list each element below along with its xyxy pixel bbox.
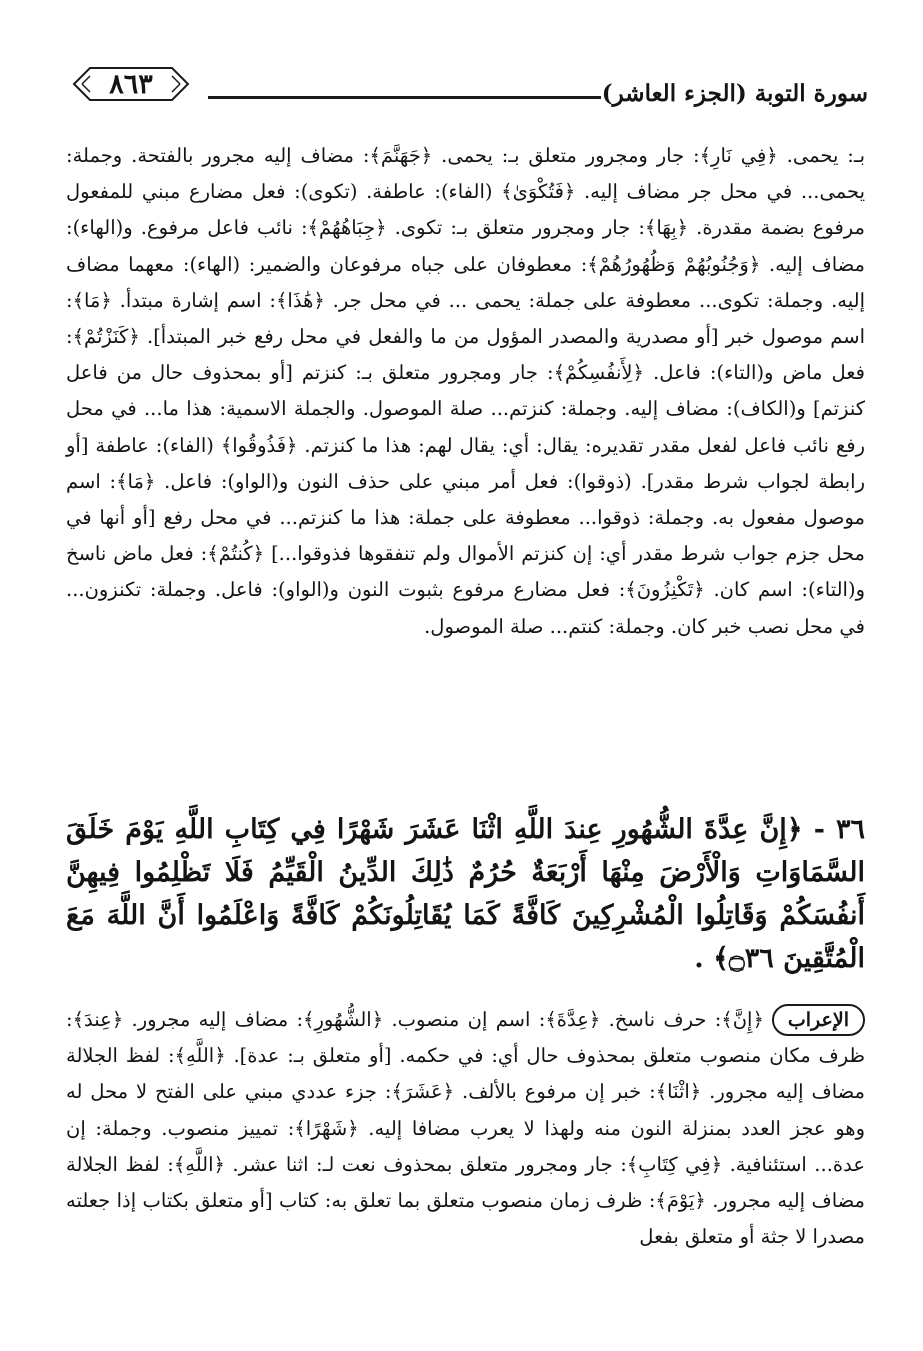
page-header — [60, 62, 868, 116]
irab-paragraph-continued: بـ: يحمى. ﴿فِي نَارِ﴾: جار ومجرور متعلق بـ: يحمى. ﴿جَهَنَّمَ﴾: مضاف إليه مجرور بالفتحة. وجملة: يحمى... في محل جر مضاف إليه. ﴿فَتُكْوَىٰ﴾ (الفاء): عاطفة. (تكوى): فعل مضارع مبني للمفعول مرفوع بضمة مقدرة. ﴿بِهَا﴾: جار ومجرور متعلق بـ: تكوى. ﴿جِبَاهُهُمْ﴾: نائب فاعل مرفوع. و(الهاء): مضاف إليه. ﴿وَجُنُوبُهُمْ وَظُهُورُهُمْ﴾: معطوفان على جباه مرفوعان والضمير: (الهاء): معهما مضاف إليه. وجملة: تكوى... معطوفة على جملة: يحمى ... في محل جر. ﴿هَٰذَا﴾: اسم إشارة مبتدأ. ﴿مَا﴾: اسم موصول خبر [أو مصدرية والمصدر المؤول من ما والفعل في محل رفع خبر المبتدأ]. ﴿كَنَزْتُمْ﴾: فعل ماض و(التاء): فاعل. ﴿لِأَنفُسِكُمْ﴾: جار ومجرور متعلق بـ: كنزتم [أو بمحذوف حال من فاعل كنزتم] و(الكاف): مضاف إليه. وجملة: كنزتم... صلة الموصول. والجملة الاسمية: هذا ما... في محل رفع نائب فاعل لفعل مقدر تقديره: يقال: أي: يقال لهم: هذا ما كنزتم. ﴿فَذُوقُوا﴾ (الفاء): عاطفة [أو رابطة لجواب شرط مقدر]. (ذوقوا): فعل أمر مبني على حذف النون و(الواو): فاعل. ﴿مَا﴾: اسم موصول مفعول به. وجملة: ذوقوا... معطوفة على جملة: هذا ما كنزتم... في محل رفع [أو أنها في محل جزم جواب شرط مقدر أي: إن كنزتم الأموال ولم تنفقوها فذوقوا...] ﴿كُنتُمْ﴾: فعل ماض ناسخ و(التاء): اسم كان. ﴿تَكْنِزُونَ﴾: فعل مضارع مرفوع بثبوت النون و(الواو): فاعل. وجملة: تكنزون... في محل نصب خبر كان. وجملة: كنتم... صلة الموصول. — [66, 144, 865, 638]
verse-text: ﴿إِنَّ عِدَّةَ الشُّهُورِ عِندَ اللَّهِ اثْنَا عَشَرَ شَهْرًا فِي كِتَابِ اللَّهِ يَوْمَ خَلَقَ السَّمَاوَاتِ وَالْأَرْضَ مِنْهَا أَرْبَعَةٌ حُرُمٌ ذَٰلِكَ الدِّينُ الْقَيِّمُ فَلَا تَظْلِمُوا فِيهِنَّ أَنفُسَكُمْ وَقَاتِلُوا الْمُشْرِكِينَ كَافَّةً كَمَا يُقَاتِلُونَكُمْ كَافَّةً وَاعْلَمُوا أَنَّ اللَّهَ مَعَ الْمُتَّقِينَ ۝٣٦﴾ . — [66, 814, 865, 974]
irab-section — [66, 1002, 865, 1255]
page-number-badge — [72, 66, 190, 102]
surah-title: سورة التوبة (الجزء العاشر) — [601, 80, 868, 107]
quran-verse — [66, 808, 865, 980]
verse-number: ٣٦ - — [813, 814, 866, 845]
irab-paragraph: ﴿إِنَّ﴾: حرف ناسخ. ﴿عِدَّةَ﴾: اسم إن منصوب. ﴿الشُّهُورِ﴾: مضاف إليه مجرور. ﴿عِندَ﴾: ظرف مكان منصوب متعلق بمحذوف حال أي: في حكمه. [أو متعلق بـ: عدة]. ﴿اللَّهِ﴾: لفظ الجلالة مضاف إليه مجرور. ﴿اثْنَا﴾: خبر إن مرفوع بالألف. ﴿عَشَرَ﴾: جزء عددي مبني على الفتح لا محل له وهو عجز العدد بمنزلة النون منه ولهذا لا يعرب مضافا إليه. ﴿شَهْرًا﴾: تمييز منصوب. وجملة: إن عدة... استئنافية. ﴿فِي كِتَابِ﴾: جار ومجرور متعلق بمحذوف نعت لـ: اثنا عشر. ﴿اللَّهِ﴾: لفظ الجلالة مضاف إليه مجرور. ﴿يَوْمَ﴾: ظرف زمان منصوب متعلق بما تعلق به: كتاب [أو متعلق بكتاب إذا جعلته مصدرا لا جثة أو متعلق بفعل — [66, 1008, 865, 1249]
header-rule — [208, 96, 601, 99]
page-number: ٨٦٣ — [109, 68, 153, 100]
irab-label: الإعراب — [772, 1004, 865, 1036]
